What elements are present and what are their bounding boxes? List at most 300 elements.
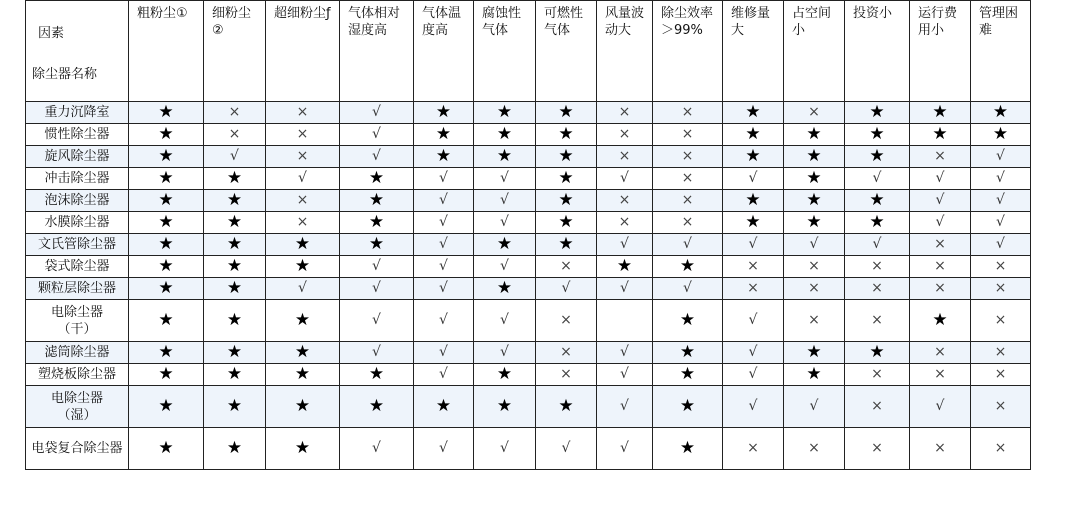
star-icon: ★ <box>158 189 174 210</box>
table-cell <box>414 234 474 256</box>
table-cell <box>723 102 784 124</box>
cross-icon: × <box>994 280 1007 296</box>
star-icon: ★ <box>992 101 1009 122</box>
table-cell <box>536 146 597 168</box>
star-icon: ★ <box>558 123 574 144</box>
column-header: 腐蚀性气体 <box>474 1 536 102</box>
table-row <box>26 342 1031 364</box>
cross-icon: × <box>994 344 1007 360</box>
table-cell <box>536 168 597 190</box>
table-cell <box>340 146 414 168</box>
table-cell <box>845 342 910 364</box>
table-cell <box>204 364 266 386</box>
table-cell <box>474 146 536 168</box>
row-label: 袋式除尘器 <box>26 256 129 278</box>
table-cell <box>204 146 266 168</box>
star-icon: ★ <box>679 437 696 458</box>
check-icon: √ <box>748 398 758 414</box>
table-cell <box>266 342 340 364</box>
table-cell <box>129 124 204 146</box>
table-cell <box>536 102 597 124</box>
check-icon: √ <box>439 170 448 186</box>
star-icon: ★ <box>806 167 822 188</box>
table-cell <box>204 212 266 234</box>
table-cell <box>414 102 474 124</box>
star-icon: ★ <box>806 123 822 144</box>
table-cell <box>653 386 723 428</box>
table-cell <box>971 300 1031 342</box>
table-cell <box>845 278 910 300</box>
table-cell <box>129 234 204 256</box>
star-icon: ★ <box>435 123 452 144</box>
table-row <box>26 102 1031 124</box>
table-cell <box>474 124 536 146</box>
table-cell <box>910 342 971 364</box>
table-cell <box>653 364 723 386</box>
table-cell <box>597 124 653 146</box>
check-icon: √ <box>230 148 239 164</box>
cross-icon: × <box>808 440 820 456</box>
row-label: 泡沫除尘器 <box>26 190 129 212</box>
check-icon: √ <box>683 280 692 296</box>
row-label: 塑烧板除尘器 <box>26 364 129 386</box>
table-cell <box>536 364 597 386</box>
table-cell <box>266 234 340 256</box>
star-icon: ★ <box>294 395 311 416</box>
table-cell <box>723 168 784 190</box>
star-icon: ★ <box>158 437 174 458</box>
table-row <box>26 300 1031 342</box>
table-cell <box>723 124 784 146</box>
check-icon: √ <box>439 312 448 328</box>
table-cell <box>845 300 910 342</box>
star-icon: ★ <box>368 211 385 232</box>
star-icon: ★ <box>806 363 822 384</box>
table-cell <box>723 386 784 428</box>
check-icon: √ <box>439 366 448 382</box>
table-row <box>26 428 1031 470</box>
star-icon: ★ <box>806 341 822 362</box>
check-icon: √ <box>372 104 381 120</box>
table-cell <box>784 168 845 190</box>
cross-icon: × <box>747 280 759 296</box>
table-cell <box>910 190 971 212</box>
check-icon: √ <box>439 236 448 252</box>
table-cell <box>129 278 204 300</box>
star-icon: ★ <box>294 341 311 362</box>
table-cell <box>653 256 723 278</box>
table-cell <box>723 342 784 364</box>
dust-collector-selection-table <box>25 0 1031 470</box>
table-cell <box>266 256 340 278</box>
star-icon: ★ <box>368 395 385 416</box>
table-cell <box>597 102 653 124</box>
star-icon: ★ <box>435 145 452 166</box>
corner-cell <box>26 1 129 102</box>
table-cell <box>971 190 1031 212</box>
table-cell <box>784 256 845 278</box>
cross-icon: × <box>618 126 631 142</box>
star-icon: ★ <box>616 255 633 276</box>
cross-icon: × <box>681 192 694 208</box>
table-cell <box>266 146 340 168</box>
table-cell <box>340 212 414 234</box>
star-icon: ★ <box>226 233 243 254</box>
table-cell <box>266 190 340 212</box>
star-icon: ★ <box>368 189 385 210</box>
table-cell <box>414 168 474 190</box>
table-cell <box>414 300 474 342</box>
table-cell <box>536 278 597 300</box>
star-icon: ★ <box>226 395 243 416</box>
table-cell <box>723 364 784 386</box>
table-cell <box>536 342 597 364</box>
star-icon: ★ <box>294 363 311 384</box>
star-icon: ★ <box>226 255 243 276</box>
table-cell <box>536 124 597 146</box>
cross-icon: × <box>618 214 631 230</box>
table-cell <box>845 102 910 124</box>
column-header: 细粉尘② <box>204 1 266 102</box>
check-icon: √ <box>500 440 509 456</box>
check-icon: √ <box>809 236 819 252</box>
table-row <box>26 212 1031 234</box>
cross-icon: × <box>681 214 694 230</box>
cross-icon: × <box>747 258 759 274</box>
cross-icon: × <box>994 366 1007 382</box>
star-icon: ★ <box>745 101 761 122</box>
cross-icon: × <box>296 148 309 164</box>
cross-icon: × <box>871 398 883 414</box>
check-icon: √ <box>620 366 629 382</box>
table-cell <box>597 256 653 278</box>
star-icon: ★ <box>435 395 452 416</box>
table-cell <box>536 234 597 256</box>
table-cell <box>845 256 910 278</box>
table-cell <box>910 256 971 278</box>
row-label: 电除尘器 （干） <box>26 300 129 342</box>
cross-icon: × <box>296 214 309 230</box>
check-icon: √ <box>439 344 448 360</box>
cross-icon: × <box>228 126 241 142</box>
check-icon: √ <box>500 258 509 274</box>
table-cell <box>597 190 653 212</box>
factor-label: 因素 <box>38 26 65 41</box>
star-icon: ★ <box>806 145 822 166</box>
star-icon: ★ <box>745 145 761 166</box>
table-cell <box>474 364 536 386</box>
star-icon: ★ <box>294 255 311 276</box>
check-icon: √ <box>372 280 381 296</box>
table-cell <box>129 428 204 470</box>
table-cell <box>340 190 414 212</box>
table-cell <box>204 124 266 146</box>
table-cell <box>910 300 971 342</box>
check-icon: √ <box>996 192 1005 208</box>
check-icon: √ <box>439 258 448 274</box>
table-cell <box>971 234 1031 256</box>
cross-icon: × <box>296 192 309 208</box>
row-label: 滤筒除尘器 <box>26 342 129 364</box>
cross-icon: × <box>618 148 631 164</box>
star-icon: ★ <box>679 363 696 384</box>
row-label: 惯性除尘器 <box>26 124 129 146</box>
star-icon: ★ <box>745 123 761 144</box>
cross-icon: × <box>228 104 241 120</box>
column-header: 粗粉尘① <box>129 1 204 102</box>
check-icon: √ <box>372 148 381 164</box>
star-icon: ★ <box>226 167 243 188</box>
table-cell <box>474 278 536 300</box>
cross-icon: × <box>296 126 309 142</box>
check-icon: √ <box>620 280 629 296</box>
table-cell <box>266 278 340 300</box>
table-cell <box>653 428 723 470</box>
star-icon: ★ <box>158 145 174 166</box>
column-header: 超细粉尘ƒ <box>266 1 340 102</box>
cross-icon: × <box>560 312 572 328</box>
cross-icon: × <box>808 312 820 328</box>
collector-name-label: 除尘器名称 <box>32 67 98 82</box>
star-icon: ★ <box>679 255 696 276</box>
cross-icon: × <box>934 148 946 164</box>
cross-icon: × <box>681 104 694 120</box>
check-icon: √ <box>439 280 448 296</box>
table-cell <box>784 342 845 364</box>
table-body <box>26 102 1031 470</box>
table-cell <box>340 278 414 300</box>
check-icon: √ <box>372 126 381 142</box>
table-cell <box>971 342 1031 364</box>
star-icon: ★ <box>496 363 513 384</box>
table-cell <box>204 102 266 124</box>
column-header: 占空间小 <box>784 1 845 102</box>
check-icon: √ <box>935 214 945 230</box>
table-cell <box>414 386 474 428</box>
star-icon: ★ <box>496 395 513 416</box>
star-icon: ★ <box>294 437 311 458</box>
check-icon: √ <box>561 440 571 456</box>
table-cell <box>597 168 653 190</box>
table-cell <box>414 256 474 278</box>
header-row <box>26 1 1031 102</box>
check-icon: √ <box>500 344 509 360</box>
table-cell <box>845 168 910 190</box>
table-row <box>26 190 1031 212</box>
star-icon: ★ <box>558 395 574 416</box>
star-icon: ★ <box>158 233 174 254</box>
table-cell <box>536 212 597 234</box>
star-icon: ★ <box>226 341 243 362</box>
table-cell <box>910 364 971 386</box>
table-cell <box>340 342 414 364</box>
column-header: 可燃性气体 <box>536 1 597 102</box>
check-icon: √ <box>996 214 1005 230</box>
table-cell <box>597 428 653 470</box>
check-icon: √ <box>298 170 307 186</box>
table-cell <box>971 212 1031 234</box>
table-cell <box>845 124 910 146</box>
star-icon: ★ <box>679 395 696 416</box>
check-icon: √ <box>872 236 882 252</box>
star-icon: ★ <box>158 255 174 276</box>
table-cell <box>971 256 1031 278</box>
table-cell <box>266 102 340 124</box>
check-icon: √ <box>809 398 819 414</box>
table-cell <box>784 212 845 234</box>
table-cell <box>340 364 414 386</box>
table-cell <box>414 428 474 470</box>
table-cell <box>784 386 845 428</box>
row-label: 文氏管除尘器 <box>26 234 129 256</box>
check-icon: √ <box>500 192 509 208</box>
table-cell <box>910 386 971 428</box>
table-cell <box>204 278 266 300</box>
cross-icon: × <box>808 104 820 120</box>
table-cell <box>474 190 536 212</box>
table-cell <box>129 102 204 124</box>
cross-icon: × <box>560 344 572 360</box>
table-cell <box>129 342 204 364</box>
table-cell <box>204 256 266 278</box>
table-cell <box>910 124 971 146</box>
table-cell <box>784 364 845 386</box>
cross-icon: × <box>934 366 946 382</box>
column-header: 维修量大 <box>723 1 784 102</box>
row-label: 重力沉降室 <box>26 102 129 124</box>
table-cell <box>784 190 845 212</box>
star-icon: ★ <box>226 363 243 384</box>
star-icon: ★ <box>496 123 513 144</box>
table-row <box>26 124 1031 146</box>
star-icon: ★ <box>226 437 243 458</box>
table-cell <box>597 146 653 168</box>
cross-icon: × <box>934 236 946 252</box>
star-icon: ★ <box>745 211 761 232</box>
table-cell <box>597 342 653 364</box>
star-icon: ★ <box>158 167 174 188</box>
star-icon: ★ <box>558 145 574 166</box>
star-icon: ★ <box>158 101 174 122</box>
star-icon: ★ <box>558 233 574 254</box>
check-icon: √ <box>620 440 629 456</box>
star-icon: ★ <box>368 363 385 384</box>
table-cell <box>340 256 414 278</box>
table-cell <box>971 168 1031 190</box>
row-label: 电除尘器 （湿） <box>26 386 129 428</box>
table-cell <box>474 212 536 234</box>
table-cell <box>653 146 723 168</box>
table-cell <box>723 428 784 470</box>
table-cell <box>845 428 910 470</box>
star-icon: ★ <box>226 211 243 232</box>
star-icon: ★ <box>869 189 885 210</box>
table-cell <box>536 190 597 212</box>
table-cell <box>204 428 266 470</box>
column-header: 投资小 <box>845 1 910 102</box>
table-cell <box>971 278 1031 300</box>
table-cell <box>910 428 971 470</box>
table-cell <box>266 386 340 428</box>
table-cell <box>723 300 784 342</box>
table-cell <box>204 300 266 342</box>
star-icon: ★ <box>932 309 948 330</box>
table-cell <box>971 124 1031 146</box>
star-icon: ★ <box>806 211 822 232</box>
table-cell <box>653 124 723 146</box>
table-cell <box>536 428 597 470</box>
table-row <box>26 168 1031 190</box>
table-cell <box>910 102 971 124</box>
star-icon: ★ <box>368 167 385 188</box>
table-cell <box>129 256 204 278</box>
table-cell <box>129 190 204 212</box>
table-cell <box>723 190 784 212</box>
check-icon: √ <box>748 344 758 360</box>
table-row <box>26 386 1031 428</box>
star-icon: ★ <box>368 233 385 254</box>
check-icon: √ <box>935 170 945 186</box>
table-row <box>26 364 1031 386</box>
check-icon: √ <box>439 192 448 208</box>
table-cell <box>129 386 204 428</box>
cross-icon: × <box>618 104 631 120</box>
star-icon: ★ <box>496 233 513 254</box>
cross-icon: × <box>994 258 1007 274</box>
table-cell <box>204 190 266 212</box>
star-icon: ★ <box>158 363 174 384</box>
table-cell <box>653 102 723 124</box>
table-cell <box>784 102 845 124</box>
table-cell <box>414 124 474 146</box>
column-header: 风量波动大 <box>597 1 653 102</box>
table-cell <box>653 278 723 300</box>
table-cell <box>971 146 1031 168</box>
table-cell <box>784 124 845 146</box>
cross-icon: × <box>934 280 946 296</box>
column-header: 气体相对湿度高 <box>340 1 414 102</box>
cross-icon: × <box>871 258 883 274</box>
table-cell <box>204 234 266 256</box>
check-icon: √ <box>561 280 571 296</box>
table-cell <box>266 428 340 470</box>
cross-icon: × <box>871 312 883 328</box>
column-header: 运行费用小 <box>910 1 971 102</box>
check-icon: √ <box>372 440 381 456</box>
table-cell <box>536 386 597 428</box>
table-cell <box>845 146 910 168</box>
column-header: 管理困难 <box>971 1 1031 102</box>
table-cell <box>536 256 597 278</box>
star-icon: ★ <box>158 395 174 416</box>
check-icon: √ <box>748 170 758 186</box>
cross-icon: × <box>934 440 946 456</box>
table-cell <box>784 234 845 256</box>
check-icon: √ <box>372 312 381 328</box>
table-cell <box>474 168 536 190</box>
star-icon: ★ <box>869 123 885 144</box>
table-cell <box>340 102 414 124</box>
table-cell <box>653 168 723 190</box>
check-icon: √ <box>872 170 882 186</box>
star-icon: ★ <box>806 189 822 210</box>
star-icon: ★ <box>869 145 885 166</box>
table-cell <box>597 212 653 234</box>
star-icon: ★ <box>294 309 311 330</box>
table-cell <box>474 342 536 364</box>
table-cell <box>653 190 723 212</box>
table-row <box>26 234 1031 256</box>
